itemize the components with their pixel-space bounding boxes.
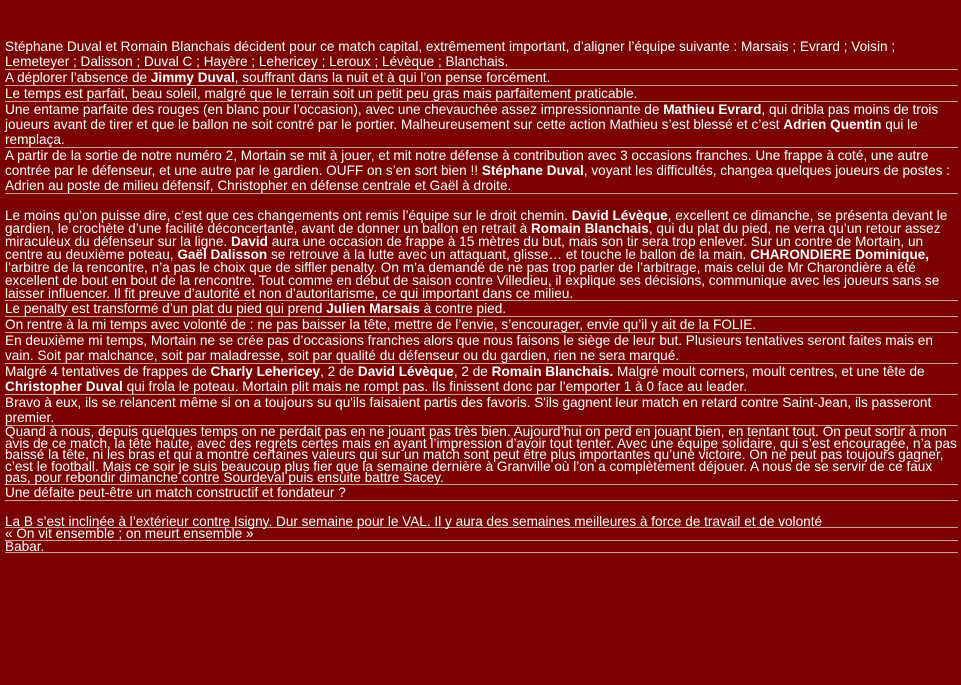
text-run: , qui dribla pas moins de trois joueurs avant de tirer et que le ballon ne soit contré par le portier. Malheureusement sur cette action Mathieu s’est blessé et c’est	[5, 102, 939, 132]
paragraph	[5, 86, 958, 102]
paragraph	[5, 148, 958, 194]
text-run: Une défaite peut-être un match constructif et fondateur ?	[5, 484, 346, 500]
blank-line	[5, 194, 958, 209]
paragraph	[5, 102, 958, 148]
paragraph	[5, 538, 958, 554]
article-body	[5, 39, 958, 553]
text-run: En deuxième mi temps, Mortain ne se crée pas d’occasions franches alors que nous faisons le siège de leur but. Plusieurs tentatives seront faites mais en vain. Soit par malchance, soit par maladresse, soit par qualité du défenseur ou du gardien, rien ne sera marqué.	[5, 333, 933, 363]
bold-name: Gaël Dalisson	[177, 247, 268, 262]
text-run: qui frola le poteau. Mortain plit mais ne rompt pas. Ils finissent donc par l’emporter 1 à 0 face au leader.	[122, 379, 747, 394]
bold-name: David Lévèque	[571, 208, 668, 223]
text-run: se retrouve à la lutte avec un attaquant, glisse… et touche le ballon de la main.	[267, 247, 751, 262]
bold-name: Christopher Duval	[5, 379, 123, 394]
paragraph	[5, 209, 958, 301]
paragraph	[5, 364, 958, 395]
bold-name: Stéphane Duval	[481, 163, 584, 178]
text-run: La B s’est inclinée à l’extérieur contre Isigny. Dur semaine pour le VAL. Il y aura des semaines meilleures à force de travail et de volonté	[5, 513, 823, 529]
text-run: Stéphane Duval et Romain Blanchais décident pour ce match capital, extrêmement important, d’aligner l’équipe suivante : Marsais ; Evrard ; Voisin ; Lemeteyer ; Dalisson ; Duval C ; Hayère ; Lehericey ; Leroux ; Lévèque ; Blanchais.	[5, 39, 896, 69]
bold-name: Mathieu Evrard	[663, 102, 762, 117]
text-run: , 2 de	[453, 364, 492, 379]
text-run: Une entame parfaite des rouges (en blanc pour l’occasion), avec une chevauchée assez impressionnante de	[5, 102, 664, 117]
bold-name: Romain Blanchais.	[491, 364, 614, 379]
bold-name: Romain Blanchais	[530, 221, 649, 236]
text-run: Malgré moult corners, moult centres, et une tête de	[613, 364, 925, 379]
paragraph	[5, 426, 958, 485]
bold-name: David	[230, 234, 268, 249]
paragraph	[5, 301, 958, 317]
bold-name: Adrien Quentin	[783, 117, 882, 132]
text-run: , excellent ce dimanche, se présenta devant le gardien, le crochète d’une facilité déconcertante, avant de donner un ballon en retrait à	[5, 208, 948, 236]
bold-name: Jimmy Duval	[150, 70, 235, 85]
text-run: Le penalty est transformé d’un plat du pied qui prend	[5, 301, 327, 316]
text-run: , qui du plat du pied, ne verra qu’un retour assez miraculeux du défenseur sur la ligne.	[5, 221, 941, 249]
paragraph	[5, 39, 958, 70]
bold-name: Charly Lehericey	[210, 364, 321, 379]
text-run: l’arbitre de la rencontre, n’a pas le choix que de siffler penalty. On m’a demandé de ne pas trop parler de l’arbitrage, mais celui de Mr Charondière a été excellent de bout en bout de la rencontre. Tout comme en début de saison contre Villedieu, il explique ses décisions, communique avec les joueurs sans se laisser influencer. Il fit preuve d’autorité et non d’autoritarisme, ce qui important dans ce milieu.	[5, 260, 940, 301]
text-run: Quand à nous, depuis quelques temps on ne perdait pas en ne jouant pas très bien. Aujourd’hui on perd en jouant bien, en tentant tout. On peut sortir à mon avis de ce match, la tête haute, avec des regrets certes mais en ayant l’impression d’avoir tout tenter. Avec une équipe solidaire, qui s’est encouragée, n’a pas baissé la tête, ni les bras et qui a montré certaines valeurs qui sur un match sont peut être plus importantes qu’une victoire. On ne peut pas toujours gagner, c’est le football. Mais ce soir je suis beaucoup plus fier que la semaine dernière à Granville où l’on a complètement déjouer. A nous de se servir de ce faux pas, pour rebondir dimanche contre Sourdeval puis ensuite battre Sacey.	[5, 424, 957, 485]
text-run: qui le remplaça.	[5, 117, 918, 147]
text-run: A déplorer l’absence de	[5, 70, 151, 85]
text-run: Le moins qu’on puisse dire, c’est que ces changements ont remis l’équipe sur le droit chemin.	[5, 208, 572, 223]
text-run: A partir de la sortie de notre numéro 2, Mortain se mit à jouer, et mit notre défense à contribution avec 3 occasions franches. Une frappe à coté, une autre contrée par le défenseur, et une autre par le gardien. OUFF on s’en sort bien !!	[5, 148, 929, 178]
paragraph	[5, 528, 958, 541]
text-run: Bravo à eux, ils se relancent même si on a toujours su qu'ils faisaient partis des favoris. S'ils gagnent leur match en retard contre Saint-Jean, ils passeront premier.	[5, 395, 932, 425]
paragraph	[5, 485, 958, 501]
paragraph	[5, 317, 958, 333]
text-run: à contre pied.	[419, 301, 507, 316]
text-run: On rentre à la mi temps avec volonté de : ne pas baisser la tête, mettre de l’envie, s’encourager, envie qu’il y ait de la FOLIE.	[5, 317, 757, 332]
text-run: aura une occasion de frappe à 15 mètres du but, mais son tir sera trop enlever. Sur un contre de Mortain, un centre au deuxième poteau,	[5, 234, 924, 262]
text-run: , souffrant dans la nuit et à qui l’on pense forcément.	[234, 70, 551, 85]
text-run: , 2 de	[320, 364, 358, 379]
text-run: Malgré 4 tentatives de frappes de	[5, 364, 211, 379]
paragraph	[5, 333, 958, 364]
bold-name: David Lévèque	[357, 364, 454, 379]
bold-name: CHARONDIERE Dominique,	[750, 247, 930, 262]
text-run: , voyant les difficultés, changea quelques joueurs de postes : Adrien au poste de milieu défensif, Christopher en défense centrale et Gaël à droite.	[5, 163, 951, 193]
text-run: Babar.	[5, 538, 45, 554]
paragraph	[5, 395, 958, 426]
bold-name: Julien Marsais	[326, 301, 420, 316]
text-run: Le temps est parfait, beau soleil, malgré que le terrain soit un petit peu gras mais parfaitement praticable.	[5, 86, 638, 101]
paragraph	[5, 70, 958, 86]
text-run: « On vit ensemble ; on meurt ensemble »	[5, 526, 254, 541]
